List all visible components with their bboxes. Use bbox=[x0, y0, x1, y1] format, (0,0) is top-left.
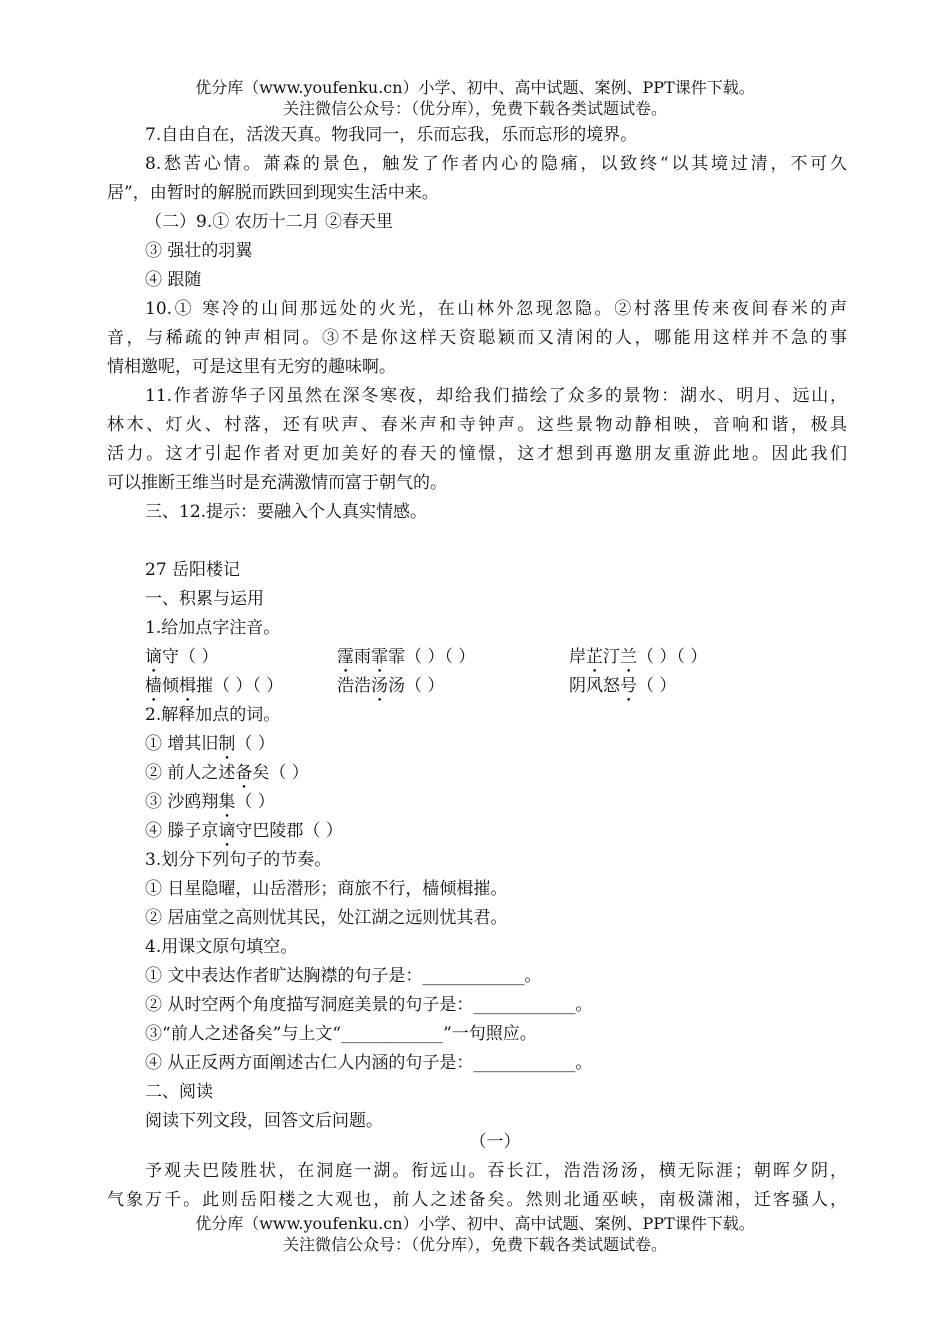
question-2: 2.解释加点的词。 bbox=[145, 705, 281, 725]
answer-q11-line2: 林木、灯火、村落，还有吠声、春米声和寺钟声。这些景物动静相映，音响和谐，极具 bbox=[107, 415, 847, 435]
q3-item-b: ② 居庙堂之高则忧其民，处江湖之远则忧其君。 bbox=[145, 908, 508, 928]
answer-q10-line2: 音，与稀疏的钟声相同。③不是你这样天资聪颖而又清闲的人，哪能用这样并不急的事 bbox=[107, 328, 847, 348]
pinyin-item-f: 阴风怒号（ ） bbox=[569, 676, 677, 696]
q2-item-c: ③ 沙鸥翔集（ ） bbox=[145, 792, 275, 812]
q2-item-a: ① 增其旧制（ ） bbox=[145, 734, 275, 754]
question-1: 1.给加点字注音。 bbox=[145, 618, 281, 638]
answer-q11-line1: 11.作者游华子冈虽然在深冬寒夜，却给我们描绘了众多的景物：湖水、明月、远山， bbox=[145, 386, 847, 406]
answer-q7: 7.自由自在，活泼天真。物我同一，乐而忘我，乐而忘形的境界。 bbox=[145, 125, 638, 145]
section-heading-1: 一、积累与运用 bbox=[145, 589, 264, 609]
answer-q12: 三、12.提示：要融入个人真实情感。 bbox=[145, 502, 428, 522]
pinyin-item-b: 霪雨霏霏（ ）（ ） bbox=[337, 647, 476, 667]
q4-item-b: ② 从时空两个角度描写洞庭美景的句子是：____________。 bbox=[145, 995, 593, 1015]
passage-label: （一） bbox=[469, 1132, 521, 1152]
q2-item-b: ② 前人之述备矣（ ） bbox=[145, 763, 309, 783]
q4-item-d: ④ 从正反两方面阐述古仁人内涵的句子是：____________。 bbox=[145, 1053, 593, 1073]
pinyin-item-a: 谪守（ ） bbox=[145, 647, 219, 667]
q4-item-a: ① 文中表达作者旷达胸襟的句子是：____________。 bbox=[145, 966, 542, 986]
section-heading-2: 二、阅读 bbox=[145, 1082, 213, 1102]
q2-item-d: ④ 滕子京谪守巴陵郡（ ） bbox=[145, 821, 343, 841]
question-3: 3.划分下列句子的节奏。 bbox=[145, 850, 332, 870]
answer-q9-line2: ③ 强壮的羽翼 bbox=[145, 241, 253, 261]
answer-q10-line1: 10.① 寒冷的山间那远处的火光，在山林外忽现忽隐。②村落里传来夜间春米的声 bbox=[145, 299, 847, 319]
answer-q8-line2: 居”，由暂时的解脱而跌回到现实生活中来。 bbox=[107, 183, 439, 203]
pinyin-item-d: 樯倾楫摧（ ）（ ） bbox=[145, 676, 284, 696]
answer-q10-line3: 情相邀呢，可是这里有无穷的趣味啊。 bbox=[107, 357, 396, 377]
lesson-title: 27 岳阳楼记 bbox=[145, 560, 241, 580]
q4-item-c: ③“前人之述备矣”与上文“____________”一句照应。 bbox=[145, 1024, 537, 1044]
answer-q9-line3: ④ 跟随 bbox=[145, 270, 202, 290]
header-line-2: 关注微信公众号：（优分库），免费下载各类试题试卷。 bbox=[282, 99, 667, 118]
passage-line-2: 气象万千。此则岳阳楼之大观也，前人之述备矣。然则北通巫峡，南极潇湘，迁客骚人， bbox=[107, 1190, 847, 1210]
answer-q8-line1: 8.愁苦心情。萧森的景色，触发了作者内心的隐痛，以致终“以其境过清，不可久 bbox=[145, 154, 847, 174]
pinyin-item-c: 岸芷汀兰（ ）（ ） bbox=[569, 647, 708, 667]
reading-instruction: 阅读下列文段，回答文后问题。 bbox=[145, 1111, 383, 1131]
answer-q11-line3: 活力。这才引起作者对更加美好的春天的憧憬，这才想到再邀朋友重游此地。因此我们 bbox=[107, 444, 847, 464]
passage-line-1: 予观夫巴陵胜状，在洞庭一湖。衔远山。吞长江，浩浩汤汤，横无际涯；朝晖夕阴， bbox=[145, 1161, 847, 1181]
q3-item-a: ① 日星隐曜，山岳潜形；商旅不行，樯倾楫摧。 bbox=[145, 879, 508, 899]
footer-line-1: 优分库（www.youfenku.cn）小学、初中、高中试题、案例、PPT课件下载。 bbox=[195, 1214, 755, 1233]
answer-q11-line4: 可以推断王维当时是充满激情而富于朝气的。 bbox=[107, 473, 447, 493]
question-4: 4.用课文原句填空。 bbox=[145, 937, 298, 957]
footer-line-2: 关注微信公众号：（优分库），免费下载各类试题试卷。 bbox=[282, 1235, 667, 1254]
answer-q9-line1: （二）9.① 农历十二月 ②春天里 bbox=[145, 212, 394, 232]
header-line-1: 优分库（www.youfenku.cn）小学、初中、高中试题、案例、PPT课件下载。 bbox=[195, 78, 755, 97]
pinyin-item-e: 浩浩汤汤（ ） bbox=[337, 676, 445, 696]
